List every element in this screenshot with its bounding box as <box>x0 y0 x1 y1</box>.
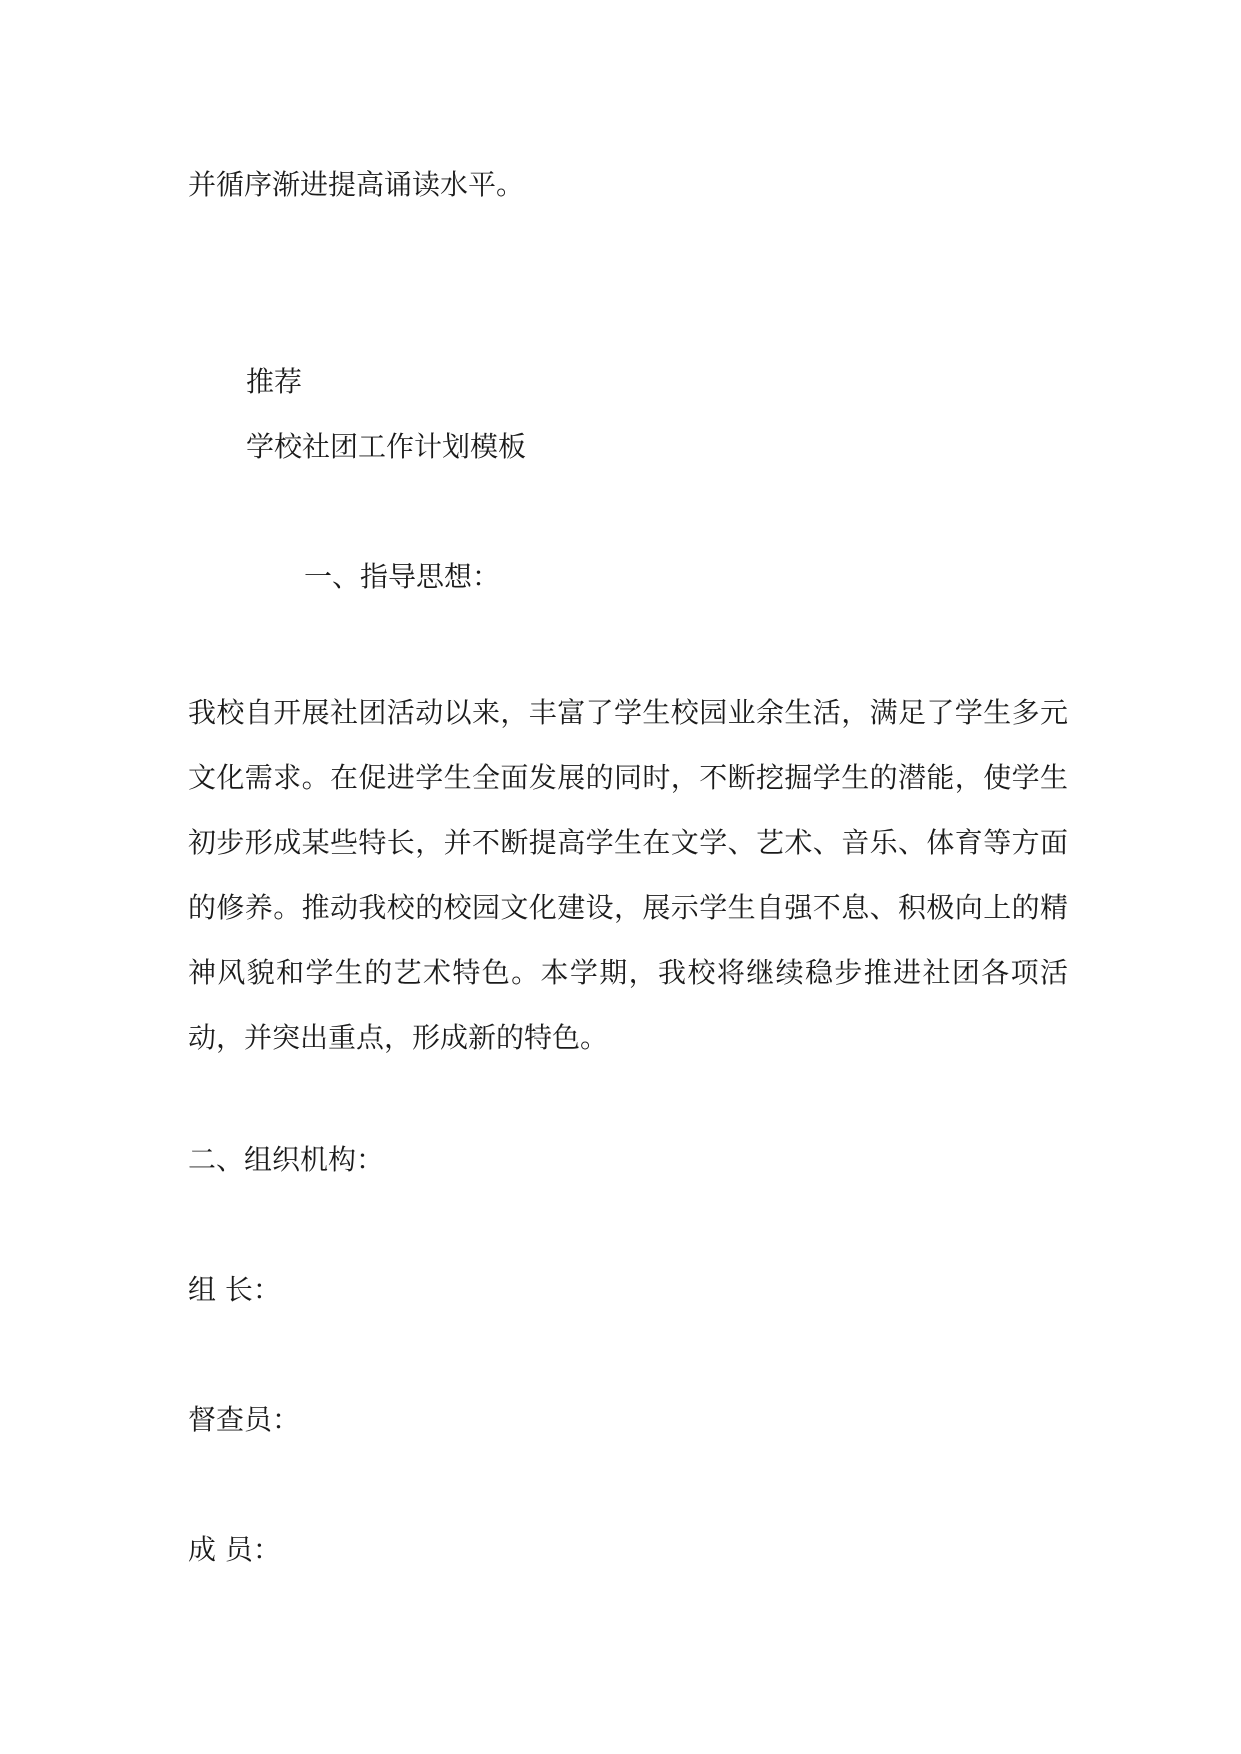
continuation-line: 并循序渐进提高诵读水平。 <box>188 168 525 201</box>
recommend-title: 学校社团工作计划模板 <box>246 430 527 463</box>
section2-heading: 二、组织机构： <box>188 1143 385 1176</box>
section1-body: 我校自开展社团活动以来，丰富了学生校园业余生活，满足了学生多元文化需求。在促进学生全面发展的同时，不断挖掘学生的潜能，使学生初步形成某些特长，并不断提高学生在文学、艺术、音乐、体育等方面的修养。推动我校的校园文化建设，展示学生自强不息、积极向上的精神风貌和学生的艺术特色。本学期，我校将继续稳步推进社团各项活动，并突出重点，形成新的特色。 <box>188 696 1068 1054</box>
leader-label: 组 长： <box>188 1273 281 1306</box>
recommend-label: 推荐 <box>246 365 303 398</box>
member-label: 成 员： <box>188 1533 281 1566</box>
inspector-label: 督查员： <box>188 1403 301 1436</box>
section1-heading: 一、指导思想： <box>304 560 501 593</box>
